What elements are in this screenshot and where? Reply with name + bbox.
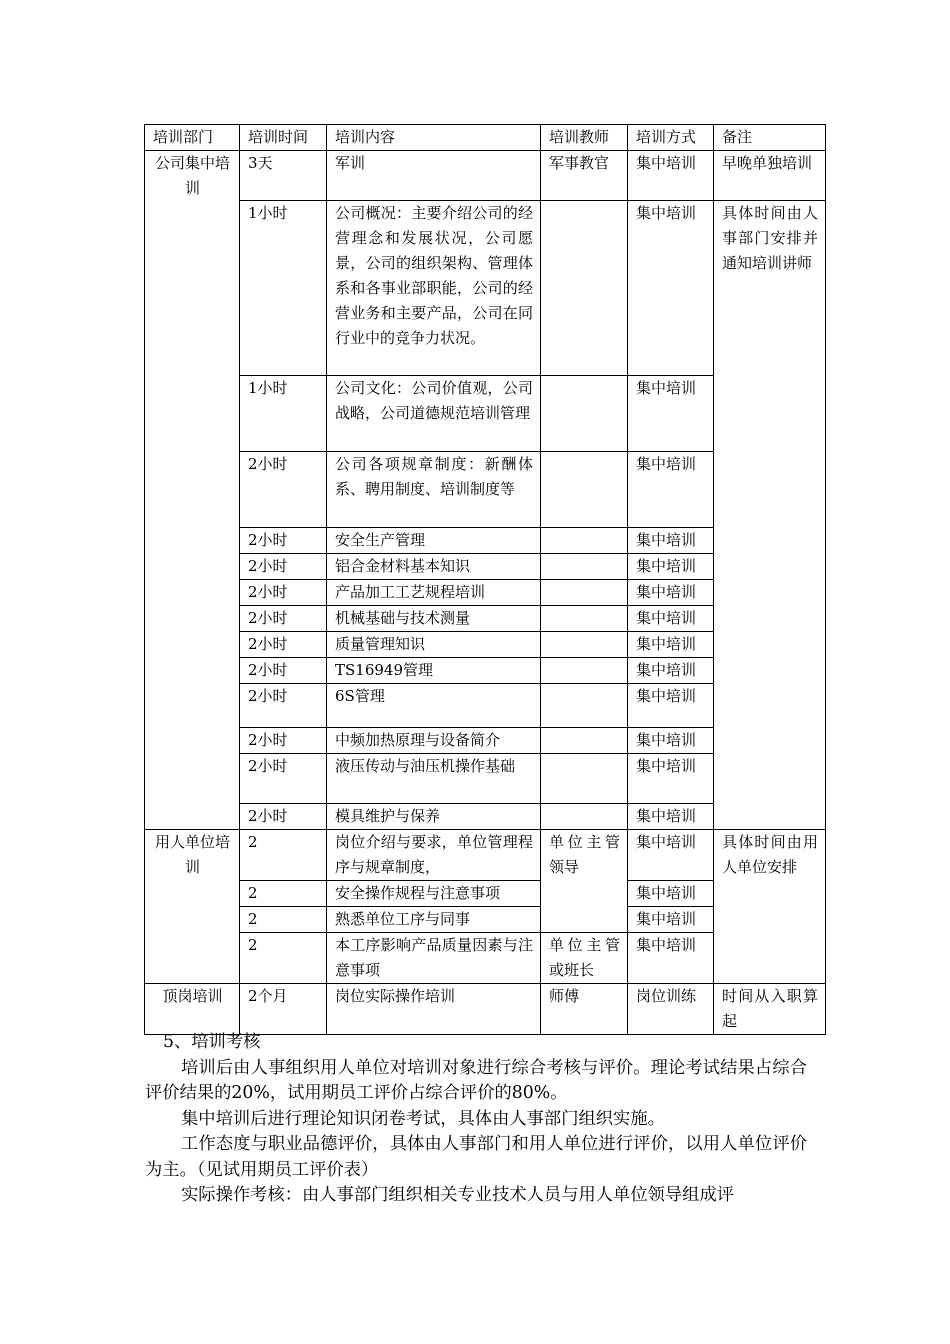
content-cell: 安全操作规程与注意事项 <box>327 881 541 907</box>
time-cell: 2个月 <box>240 984 327 1035</box>
method-cell: 集中培训 <box>628 580 714 606</box>
content-cell: 模具维护与保养 <box>327 804 541 830</box>
time-cell: 2小时 <box>240 606 327 632</box>
teacher-cell <box>541 554 628 580</box>
teacher-cell <box>541 201 628 376</box>
content-cell: 公司各项规章制度：新酬体系、聘用制度、培训制度等 <box>327 452 541 528</box>
teacher-cell <box>541 728 628 754</box>
teacher-cell <box>541 804 628 830</box>
method-cell: 集中培训 <box>628 201 714 376</box>
time-cell: 2 <box>240 881 327 907</box>
training-schedule-table <box>144 124 826 1035</box>
method-cell: 集中培训 <box>628 554 714 580</box>
teacher-cell <box>541 528 628 554</box>
teacher-cell <box>541 376 628 452</box>
content-cell: 铝合金材料基本知识 <box>327 554 541 580</box>
time-cell: 2 <box>240 830 327 881</box>
header-note: 备注 <box>714 125 826 151</box>
content-cell: TS16949管理 <box>327 658 541 684</box>
teacher-cell <box>541 606 628 632</box>
time-cell: 2 <box>240 933 327 984</box>
teacher-cell: 单位主管或班长 <box>541 933 628 984</box>
header-teacher: 培训教师 <box>541 125 628 151</box>
content-cell: 产品加工工艺规程培训 <box>327 580 541 606</box>
content-cell: 机械基础与技术测量 <box>327 606 541 632</box>
header-dept: 培训部门 <box>145 125 240 151</box>
content-cell: 岗位实际操作培训 <box>327 984 541 1035</box>
content-cell: 公司概况：主要介绍公司的经营理念和发展状况，公司愿景，公司的组织架构、管理体系和各事业部职能，公司的经营业务和主要产品，公司在同行业中的竞争力状况。 <box>327 201 541 376</box>
table-row <box>145 984 826 1035</box>
time-cell: 1小时 <box>240 201 327 376</box>
content-cell: 熟悉单位工序与同事 <box>327 907 541 933</box>
content-cell: 军训 <box>327 151 541 201</box>
content-cell: 液压传动与油压机操作基础 <box>327 754 541 804</box>
teacher-cell: 单位主管领导 <box>541 830 628 933</box>
method-cell: 集中培训 <box>628 804 714 830</box>
section-title: 5、培训考核 <box>163 1032 261 1052</box>
content-cell: 岗位介绍与要求，单位管理程序与规章制度， <box>327 830 541 881</box>
teacher-cell <box>541 452 628 528</box>
method-cell: 集中培训 <box>628 728 714 754</box>
content-cell: 本工序影响产品质量因素与注意事项 <box>327 933 541 984</box>
note-cell: 早晚单独培训 <box>714 151 826 201</box>
header-method: 培训方式 <box>628 125 714 151</box>
teacher-cell <box>541 684 628 728</box>
dept-cell-unit: 用人单位培训 <box>145 830 240 984</box>
time-cell: 1小时 <box>240 376 327 452</box>
content-cell: 质量管理知识 <box>327 632 541 658</box>
table-row <box>145 201 826 376</box>
method-cell: 集中培训 <box>628 684 714 728</box>
time-cell: 2小时 <box>240 632 327 658</box>
time-cell: 2小时 <box>240 528 327 554</box>
time-cell: 2小时 <box>240 452 327 528</box>
table-header-row <box>145 125 826 151</box>
note-cell: 时间从入职算起 <box>714 984 826 1035</box>
method-cell: 集中培训 <box>628 754 714 804</box>
time-cell: 2小时 <box>240 658 327 684</box>
method-cell: 集中培训 <box>628 881 714 907</box>
time-cell: 2小时 <box>240 754 327 804</box>
method-cell: 集中培训 <box>628 452 714 528</box>
content-cell: 中频加热原理与设备简介 <box>327 728 541 754</box>
teacher-cell <box>541 658 628 684</box>
time-cell: 2小时 <box>240 728 327 754</box>
time-cell: 2小时 <box>240 554 327 580</box>
method-cell: 集中培训 <box>628 528 714 554</box>
teacher-cell: 师傅 <box>541 984 628 1035</box>
assessment-section <box>145 1030 807 1209</box>
method-cell: 集中培训 <box>628 933 714 984</box>
teacher-cell <box>541 580 628 606</box>
header-time: 培训时间 <box>240 125 327 151</box>
paragraph: 培训后由人事组织用人单位对培训对象进行综合考核与评价。理论考试结果占综合评价结果的20%，试用期员工评价占综合评价的80%。 <box>145 1057 807 1103</box>
method-cell: 集中培训 <box>628 151 714 201</box>
dept-cell-company: 公司集中培训 <box>145 151 240 830</box>
content-cell: 6S管理 <box>327 684 541 728</box>
time-cell: 2 <box>240 907 327 933</box>
content-cell: 公司文化：公司价值观，公司战略，公司道德规范培训管理 <box>327 376 541 452</box>
time-cell: 2小时 <box>240 804 327 830</box>
method-cell: 集中培训 <box>628 830 714 881</box>
time-cell: 2小时 <box>240 580 327 606</box>
method-cell: 集中培训 <box>628 606 714 632</box>
dept-cell-onjob: 顶岗培训 <box>145 984 240 1035</box>
teacher-cell: 军事教官 <box>541 151 628 201</box>
header-content: 培训内容 <box>327 125 541 151</box>
note-cell: 具体时间由用人单位安排 <box>714 830 826 984</box>
paragraph: 实际操作考核：由人事部门组织相关专业技术人员与用人单位领导组成评 <box>181 1185 735 1205</box>
paragraph: 集中培训后进行理论知识闭卷考试，具体由人事部门组织实施。 <box>181 1108 665 1129</box>
paragraph: 工作态度与职业品德评价，具体由人事部门和用人单位进行评价，以用人单位评价为主。（见试用期员工评价表） <box>145 1134 807 1180</box>
teacher-cell <box>541 632 628 658</box>
teacher-cell <box>541 754 628 804</box>
content-cell: 安全生产管理 <box>327 528 541 554</box>
time-cell: 3天 <box>240 151 327 201</box>
table-row <box>145 830 826 881</box>
table-row <box>145 151 826 201</box>
method-cell: 集中培训 <box>628 658 714 684</box>
method-cell: 集中培训 <box>628 907 714 933</box>
method-cell: 岗位训练 <box>628 984 714 1035</box>
method-cell: 集中培训 <box>628 632 714 658</box>
time-cell: 2小时 <box>240 684 327 728</box>
note-cell: 具体时间由人事部门安排并通知培训讲师 <box>714 201 826 830</box>
method-cell: 集中培训 <box>628 376 714 452</box>
